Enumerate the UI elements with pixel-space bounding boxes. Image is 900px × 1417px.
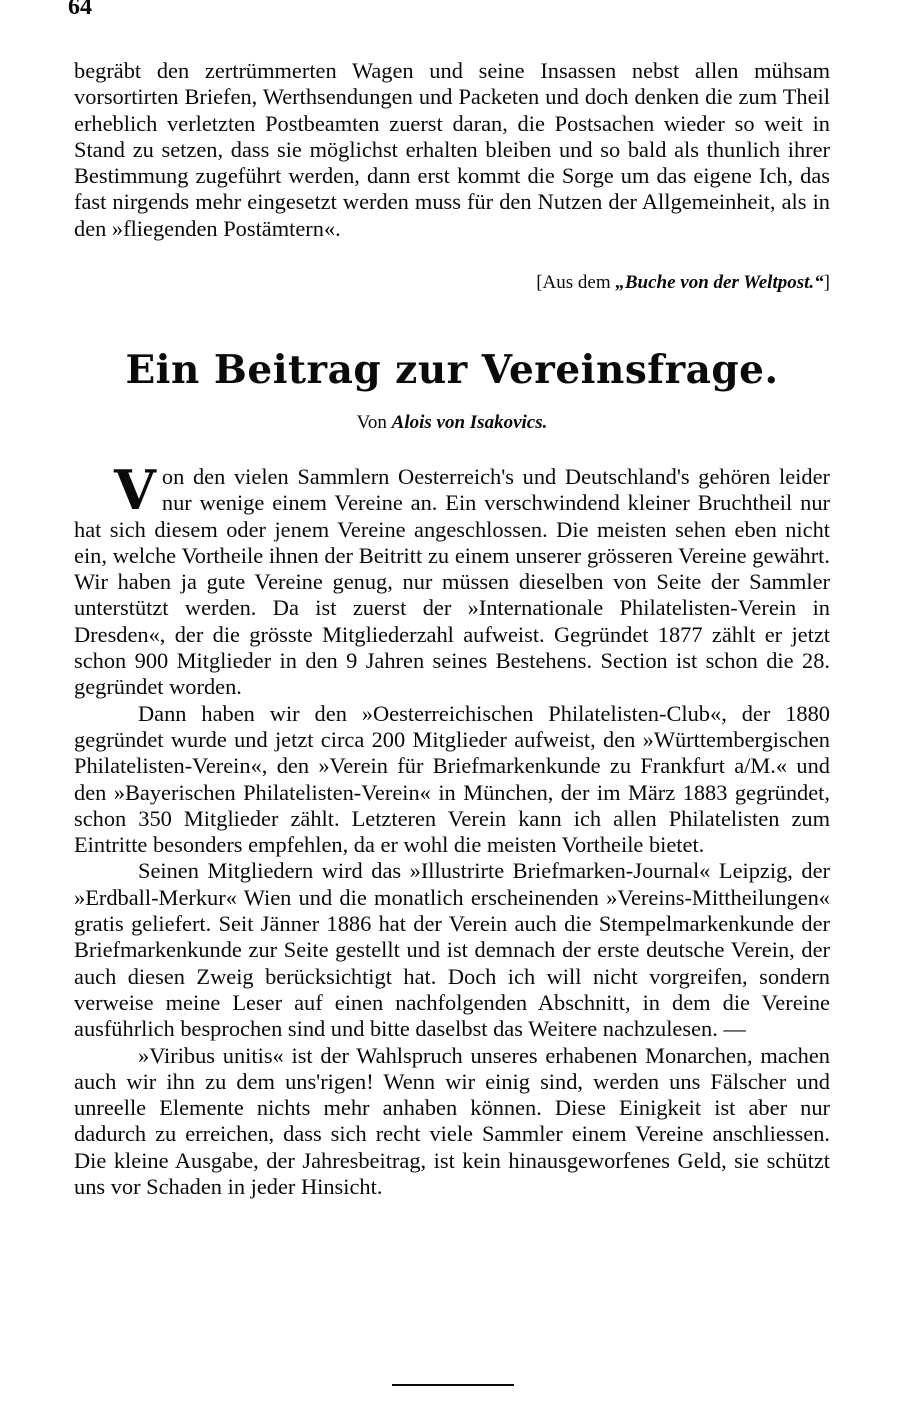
article-title: Ein Beitrag zur Vereinsfrage. [125,347,779,393]
drop-cap: V [114,458,156,522]
paragraph-1 [74,458,830,701]
byline-prefix: Von [356,412,387,433]
page-number: 64 [68,0,92,20]
paragraph-2: Dann haben wir den »Oesterreichischen Philatelisten-Club«, der 1880 gegründet wurde und jetzt circa 200 Mitglieder aufweist, den »Württembergischen Philatelisten-Verein«, den »Verein für Briefmarkenkunde zu Frankfurt a/M.« und den »Bayerischen Philatelisten-Verein« in München, der im März 1883 gegründet, schon 350 Mitglieder zählt. Letzteren Verein kann ich allen Philatelisten zum Eintritte besonders empfehlen, da er wohl die meisten Vortheile bietet. [74,700,830,858]
quote-excerpt [74,58,830,242]
paragraph-3: Seinen Mitgliedern wird das »Illustrirte Briefmarken-Journal« Leipzig, der »Erdball-Merkur« Wien und die monatlich erscheinenden »Vereins-Mittheilungen« gratis geliefert. Seit Jänner 1886 hat der Verein auch die Stempelmarkenkunde der Briefmarkenkunde zur Seite gestellt und ist demnach der erste deutsche Verein, der auch diesen Zweig berücksichtigt hat. Doch ich will nicht vorgreifen, sondern verweise meine Leser auf einen nachfolgenden Abschnitt, in dem die Vereine ausführlich besprochen sind und bitte daselbst das Weitere nachzulesen. — [74,858,830,1042]
source-prefix: [Aus dem [536,272,611,293]
author-name: Alois von Isakovics. [391,412,548,433]
end-rule [392,1384,514,1386]
byline [74,410,830,436]
quote-paragraph: begräbt den zertrümmerten Wagen und seine Insassen nebst allen mühsam vorsortirten Briefen, Werthsendungen und Packeten und doch denken die zum Theil erheblich verletzten Postbeamten zuerst daran, die Postsachen wieder so weit in Stand zu setzen, dass sie möglichst erhalten bleiben und so bald als thunlich ihrer Bestimmung zugeführt werden, dann erst kommt die Sorge um das eigene Ich, das fast nirgends mehr eingesetzt werden muss für den Nutzen der Allgemeinheit, als in den »fliegenden Postämtern«. [74,58,830,241]
quote-source [74,270,830,296]
article-body [74,458,830,1200]
paragraph-1-text: on den vielen Sammlern Oesterreich's und Deutschland's gehören leider nur wenige einem Vereine an. Ein verschwindend kleiner Bruchtheil nur hat sich diesem oder jenem Vereine angeschlossen. Die meisten sehen eben nicht ein, welche Vortheile ihnen der Beitritt zu einem unserer grösseren Vereine gewährt. Wir haben ja gute Vereine genug, nur müssen dieselben von Seite der Sammler unterstützt werden. Da ist zuerst der »Internationale Philatelisten-Verein in Dresden«, der die grösste Mitgliederzahl aufweist. Gegründet 1877 zählt er jetzt schon 900 Mitglieder in den 9 Jahren seines Bestehens. Section ist schon die 28. gegründet worden. [74,464,830,700]
paragraph-4: »Viribus unitis« ist der Wahlspruch unseres erhabenen Monarchen, machen auch wir ihn zu dem uns'rigen! Wenn wir einig sind, werden uns Fälscher und unreelle Elemente nichts mehr anhaben können. Diese Einigkeit ist aber nur dadurch zu erreichen, dass sich recht viele Sammler einem Vereine anschliessen. Die kleine Ausgabe, der Jahresbeitrag, ist kein hinausgeworfenes Geld, sie schützt uns vor Schaden in jeder Hinsicht. [74,1042,830,1200]
source-suffix: ] [823,272,830,293]
source-title: „Buche von der Weltpost.“ [615,272,824,293]
